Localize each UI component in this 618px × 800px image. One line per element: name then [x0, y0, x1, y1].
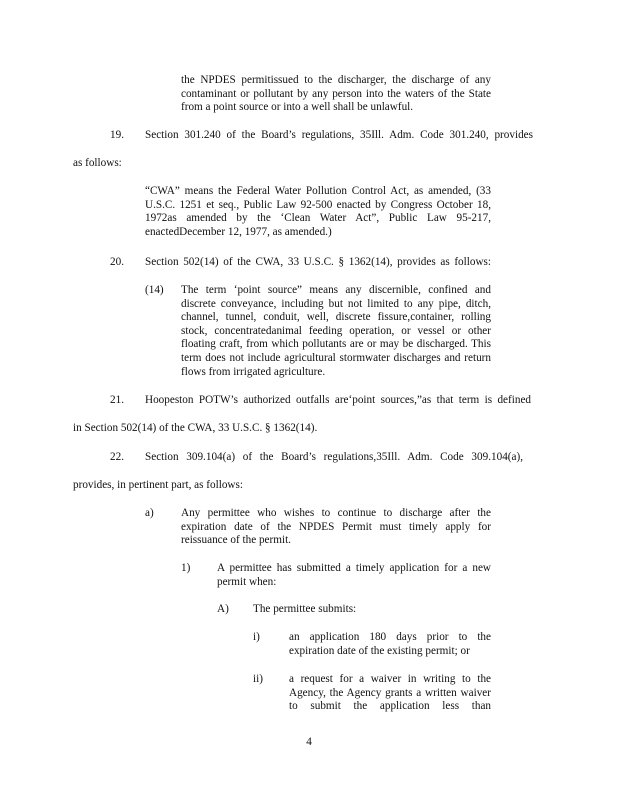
item-ii-marker: ii): [253, 673, 263, 685]
quote-continuation: the NPDES permitissued to the discharger, the discharge of any contaminant or pollutant by any person into the waters of the State from a point source or into a well shall be unlawful.: [181, 74, 491, 114]
paragraph-20-line1: Section 502(14) of the CWA, 33 U.S.C. § 1362(14), provides as follows:: [145, 256, 491, 268]
item-A-marker: A): [217, 603, 229, 615]
item-1-marker: 1): [181, 562, 191, 574]
paragraph-20-number: 20.: [110, 256, 124, 268]
paragraph-22-line1: Section 309.104(a) of the Board’s regulations,35Ill. Adm. Code 309.104(a),: [145, 451, 523, 463]
paragraph-21-number: 21.: [110, 394, 124, 406]
paragraph-20-quote-marker: (14): [145, 284, 164, 296]
paragraph-19-line2: as follows:: [73, 157, 122, 169]
paragraph-21-line2: in Section 502(14) of the CWA, 33 U.S.C. § 1362(14).: [73, 422, 318, 434]
page-number: 4: [306, 736, 312, 748]
item-a-marker: a): [145, 507, 154, 519]
item-i-text: an application 180 days prior to the expiration date of the existing permit; or: [289, 631, 491, 657]
paragraph-19-quote: “CWA” means the Federal Water Pollution Control Act, as amended, (33 U.S.C. 1251 et seq., Public Law 92-500 enacted by Congress October 18, 1972as amended by the ‘Clean Water Act”, Public Law 95-217, enactedDecember 12, 1977, as amended.): [145, 185, 491, 238]
paragraph-19-line1: Section 301.240 of the Board’s regulations, 35Ill. Adm. Code 301.240, provides: [145, 129, 533, 141]
paragraph-19-number: 19.: [110, 129, 124, 141]
item-a-text: Any permittee who wishes to continue to discharge after the expiration date of the NPDES Permit must timely apply for reissuance of the permit.: [181, 507, 491, 547]
paragraph-22-number: 22.: [110, 451, 124, 463]
item-A-text: The permittee submits:: [253, 603, 357, 615]
item-ii-text: a request for a waiver in writing to the Agency, the Agency grants a written waiver to submit the application less than: [289, 673, 491, 713]
paragraph-20-quote: The term ‘point source” means any discernible, confined and discrete conveyance, including but not limited to any pipe, ditch, channel, tunnel, conduit, well, discrete fissure,container, rolling stock, concentratedanimal feeding operation, or vessel or other floating craft, from which pollutants are or may be discharged. This term does not include agricultural stormwater discharges and return flows from irrigated agriculture.: [181, 284, 491, 378]
paragraph-22-line2: provides, in pertinent part, as follows:: [73, 479, 243, 491]
item-i-marker: i): [253, 631, 260, 643]
paragraph-21-line1: Hoopeston POTW’s authorized outfalls are‘point sources,”as that term is defined: [145, 394, 531, 406]
item-1-text: A permittee has submitted a timely application for a new permit when:: [217, 562, 491, 588]
